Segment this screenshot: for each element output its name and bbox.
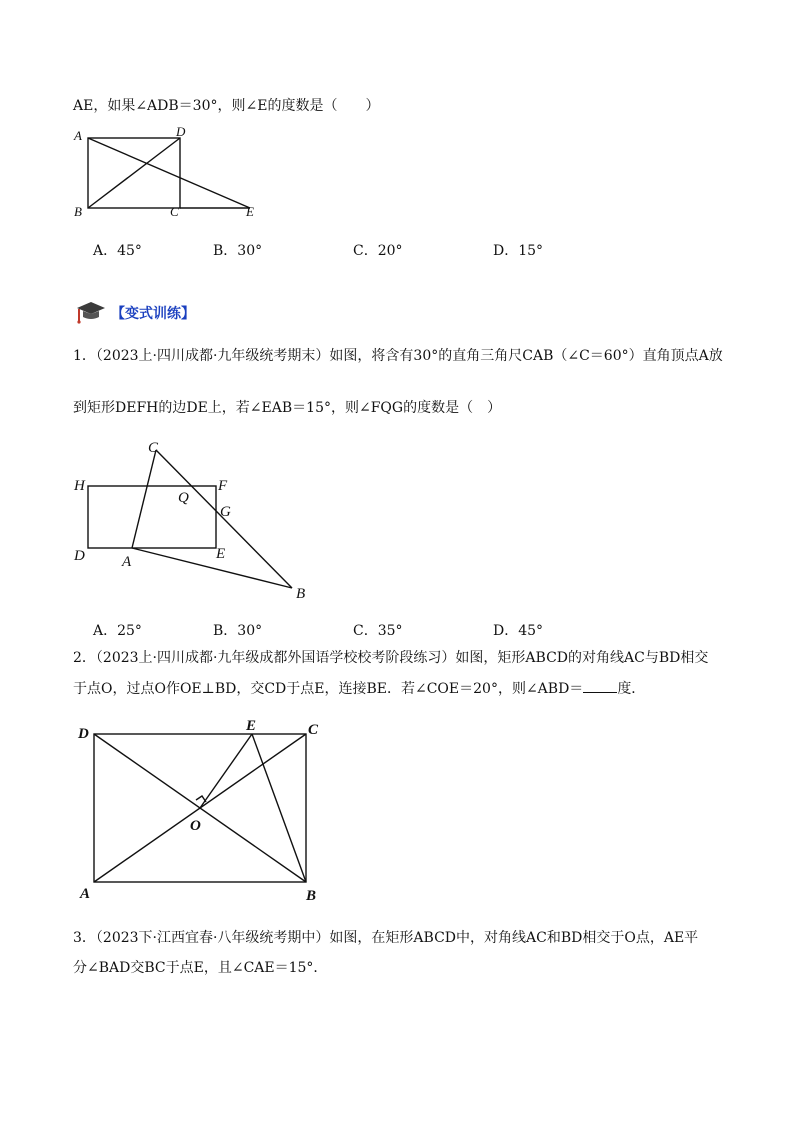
intro-question-text: AE，如果∠ADB＝30°，则∠E的度数是（ ）: [73, 98, 380, 114]
intro-label-a: A: [74, 128, 82, 143]
q2-label-d: D: [78, 726, 89, 742]
q1-label-c: C: [148, 440, 159, 456]
q2-figure: [72, 712, 342, 907]
intro-option-d: D．15°: [493, 243, 544, 259]
q1-option-d: D．45°: [493, 623, 544, 639]
intro-label-c: C: [170, 204, 179, 219]
q1-label-e: E: [216, 546, 226, 562]
intro-label-b: B: [74, 204, 82, 219]
section-title: 【变式训练】: [111, 306, 195, 322]
intro-label-e: E: [246, 204, 254, 219]
q1-label-a: A: [122, 554, 132, 570]
q2-answer-blank[interactable]: [583, 678, 617, 693]
q1-label-g: G: [220, 504, 231, 520]
q1-label-q: Q: [178, 490, 189, 506]
q1-option-b: B．30°: [213, 623, 263, 639]
section-header: [73, 300, 195, 326]
q1-label-f: F: [218, 478, 228, 494]
intro-option-c: C．20°: [353, 243, 403, 259]
graduation-cap-icon: [73, 300, 107, 326]
q2-text-before-blank: 于点O，过点O作OE⊥BD，交CD于点E，连接BE．若∠COE＝20°，则∠ABD＝: [73, 681, 584, 697]
q2-text-line1: 2．（2023上·四川成都·九年级成都外国语学校校考阶段练习）如图，矩形ABCD的对角线AC与BD相交: [73, 650, 709, 666]
q1-label-h: H: [74, 478, 85, 494]
q1-text-line2: 到矩形DEFH的边DE上，若∠EAB＝15°，则∠FQG的度数是（ ）: [73, 400, 502, 416]
intro-option-a: A．45°: [93, 243, 142, 259]
q1-option-c: C．35°: [353, 623, 403, 639]
q1-label-d: D: [74, 548, 85, 564]
q1-text-line1: 1．（2023上·四川成都·九年级统考期末）如图，将含有30°的直角三角尺CAB（∠C＝60°）直角顶点A放: [73, 348, 723, 364]
q1-figure: [70, 436, 320, 606]
q2-text-line2: [73, 678, 645, 699]
intro-figure: [70, 124, 270, 224]
q1-label-b: B: [296, 586, 306, 602]
intro-label-d: D: [176, 124, 186, 139]
q2-label-b: B: [306, 888, 317, 904]
q2-label-e: E: [246, 718, 257, 734]
q1-option-a: A．25°: [93, 623, 142, 639]
q2-label-o: O: [190, 818, 201, 834]
q2-label-a: A: [80, 886, 91, 902]
q2-text-after-blank: 度．: [617, 681, 646, 697]
q3-text-line2: 分∠BAD交BC于点E，且∠CAE＝15°．: [73, 960, 328, 976]
q3-text-line1: 3．（2023下·江西宜春·八年级统考期中）如图，在矩形ABCD中，对角线AC和BD相交于O点，AE平: [73, 930, 699, 946]
q2-label-c: C: [308, 722, 319, 738]
intro-option-b: B．30°: [213, 243, 263, 259]
